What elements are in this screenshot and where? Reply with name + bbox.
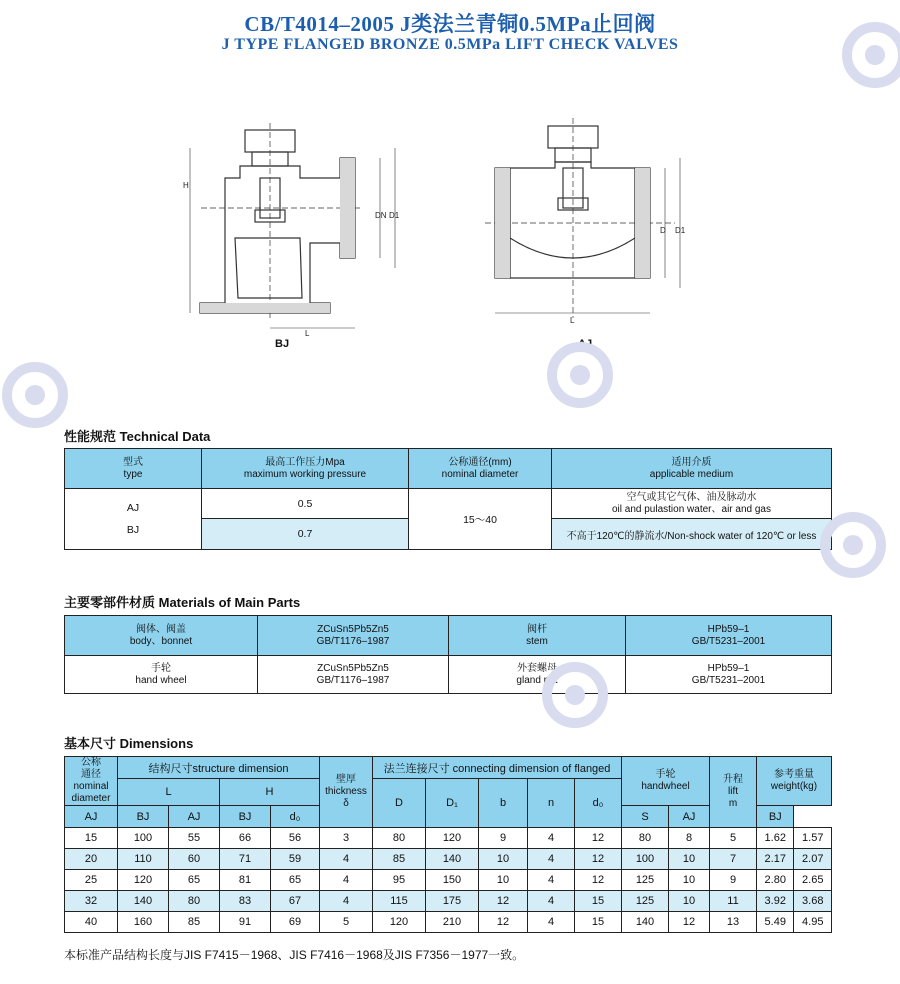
- tech-header-medium: 适用介质 applicable medium: [552, 449, 832, 489]
- figure-label-aj: AJ: [578, 338, 593, 350]
- dimension-cell: 69: [271, 912, 320, 933]
- dimension-cell: 7: [710, 849, 757, 870]
- dimension-cell: 95: [373, 870, 426, 891]
- dimension-row: [65, 912, 832, 933]
- dimension-cell: 11: [710, 891, 757, 912]
- dimension-cell: 3.68: [794, 891, 832, 912]
- page-title-en: J TYPE FLANGED BRONZE 0.5MPa LIFT CHECK VALVES: [221, 36, 679, 53]
- dimension-cell: 150: [426, 870, 479, 891]
- dimension-cell: 100: [622, 849, 669, 870]
- valve-drawing-aj: [480, 118, 700, 338]
- dimension-cell: 59: [271, 849, 320, 870]
- dim-label-aj-l: L: [570, 316, 575, 325]
- dimension-cell: 60: [169, 849, 220, 870]
- dim-header-lift: 升程 lift m: [710, 757, 757, 828]
- dimension-cell: 71: [220, 849, 271, 870]
- dimension-cell: 3: [320, 828, 373, 849]
- dimension-cell: 85: [373, 849, 426, 870]
- dimension-cell: 4: [320, 870, 373, 891]
- dimension-row: [65, 828, 832, 849]
- tech-type-cell: AJ BJ: [65, 489, 202, 550]
- dimension-cell: 67: [271, 891, 320, 912]
- mat-part-3: 手轮 hand wheel: [65, 656, 258, 694]
- dim-header-w-aj: AJ: [669, 806, 710, 828]
- dim-header-w-bj: BJ: [757, 806, 794, 828]
- dimension-cell: 9: [710, 870, 757, 891]
- dimension-cell: 110: [118, 849, 169, 870]
- dim-header-n: n: [528, 779, 575, 828]
- dim-header-d0: d₀: [575, 779, 622, 828]
- dimension-cell: 5: [320, 912, 373, 933]
- dimension-cell: 2.65: [794, 870, 832, 891]
- dimension-cell: 81: [220, 870, 271, 891]
- dimension-cell: 32: [65, 891, 118, 912]
- dimension-cell: 210: [426, 912, 479, 933]
- dimension-cell: 2.07: [794, 849, 832, 870]
- dim-label-aj-d1: D1: [675, 226, 686, 235]
- dimension-cell: 140: [426, 849, 479, 870]
- dimension-cell: 12: [575, 870, 622, 891]
- mat-part-4: 外套螺母 gland nut: [449, 656, 626, 694]
- dimension-cell: 175: [426, 891, 479, 912]
- dimension-cell: 4: [528, 912, 575, 933]
- dimension-cell: 80: [373, 828, 426, 849]
- page-title-cn: CB/T4014–2005 J类法兰青铜0.5MPa止回阀: [244, 12, 656, 36]
- dimension-cell: 20: [65, 849, 118, 870]
- materials-table: [64, 615, 832, 694]
- standard-note: 本标准产品结构长度与JIS F7415－1968、JIS F7416－1968及JIS F7356－1977一致。: [64, 948, 525, 962]
- dimension-cell: 5.49: [757, 912, 794, 933]
- dimension-cell: 4.95: [794, 912, 832, 933]
- dimension-cell: 12: [669, 912, 710, 933]
- dimension-cell: 4: [320, 891, 373, 912]
- dim-header-structure: 结构尺寸structure dimension: [118, 757, 320, 779]
- dimension-cell: 12: [479, 891, 528, 912]
- dim-header-nominal: 公称 通径 nominal diameter: [65, 757, 118, 806]
- mat-material-3: ZCuSn5Pb5Zn5 GB/T1176–1987: [258, 656, 449, 694]
- dim-header-flange: 法兰连接尺寸 connecting dimension of flanged: [373, 757, 622, 779]
- dimensions-table: [64, 756, 832, 933]
- dimension-cell: 10: [669, 891, 710, 912]
- dimension-cell: 65: [271, 870, 320, 891]
- dim-header-l-bj: BJ: [118, 806, 169, 828]
- tech-diameter: 15～40: [409, 489, 552, 550]
- dimension-cell: 100: [118, 828, 169, 849]
- dimension-cell: 4: [528, 849, 575, 870]
- dimension-cell: 2.80: [757, 870, 794, 891]
- dim-header-hw-s: S: [622, 806, 669, 828]
- dim-label-l: L: [305, 329, 310, 338]
- dim-header-l: L: [118, 779, 220, 806]
- technical-table: [64, 448, 832, 550]
- dim-header-hw-d0: d₀: [271, 806, 320, 828]
- valve-drawing-bj: [180, 118, 420, 338]
- dimension-cell: 1.57: [794, 828, 832, 849]
- dim-label-d1: D1: [389, 211, 400, 220]
- dim-header-weight: 参考重量 weight(kg): [757, 757, 832, 806]
- mat-material-1: ZCuSn5Pb5Zn5 GB/T1176–1987: [258, 616, 449, 656]
- technical-heading: 性能规范 Technical Data: [64, 429, 211, 444]
- dimension-cell: 80: [622, 828, 669, 849]
- dimension-cell: 65: [169, 870, 220, 891]
- dimension-cell: 55: [169, 828, 220, 849]
- dimension-cell: 13: [710, 912, 757, 933]
- dim-label-aj-d: D: [660, 226, 666, 235]
- dimension-cell: 66: [220, 828, 271, 849]
- dim-header-h-bj: BJ: [220, 806, 271, 828]
- dim-header-h-aj: AJ: [169, 806, 220, 828]
- dimension-cell: 2.17: [757, 849, 794, 870]
- dim-header-d1: D₁: [426, 779, 479, 828]
- dimension-cell: 12: [575, 828, 622, 849]
- dimension-cell: 4: [320, 849, 373, 870]
- dimensions-heading: 基本尺寸 Dimensions: [64, 736, 194, 751]
- mat-material-2: HPb59–1 GB/T5231–2001: [626, 616, 832, 656]
- dimension-cell: 140: [622, 912, 669, 933]
- dimension-cell: 91: [220, 912, 271, 933]
- dimension-cell: 115: [373, 891, 426, 912]
- dimension-cell: 12: [575, 849, 622, 870]
- dimension-cell: 125: [622, 870, 669, 891]
- dimension-cell: 9: [479, 828, 528, 849]
- tech-pressure-aj: 0.5: [202, 489, 409, 519]
- dimension-cell: 160: [118, 912, 169, 933]
- dimension-cell: 15: [65, 828, 118, 849]
- dimension-cell: 40: [65, 912, 118, 933]
- dimension-row: [65, 891, 832, 912]
- dimension-cell: 3.92: [757, 891, 794, 912]
- dimension-row: [65, 849, 832, 870]
- dimension-cell: 1.62: [757, 828, 794, 849]
- dimension-cell: 5: [710, 828, 757, 849]
- dimension-cell: 10: [479, 849, 528, 870]
- dimension-cell: 80: [169, 891, 220, 912]
- dimension-cell: 125: [622, 891, 669, 912]
- dim-header-d: D: [373, 779, 426, 828]
- dim-header-handwheel: 手轮 handwheel: [622, 757, 710, 806]
- mat-part-2: 阀杆 stem: [449, 616, 626, 656]
- dim-header-l-aj: AJ: [65, 806, 118, 828]
- dimension-cell: 4: [528, 828, 575, 849]
- tech-header-pressure: 最高工作压力Mpa maximum working pressure: [202, 449, 409, 489]
- tech-medium-2: 不高于120℃的静流水/Non-shock water of 120℃ or less: [552, 519, 832, 550]
- tech-pressure-bj: 0.7: [202, 519, 409, 550]
- dimension-cell: 10: [669, 870, 710, 891]
- dimension-cell: 140: [118, 891, 169, 912]
- dimension-cell: 15: [575, 912, 622, 933]
- tech-header-type: 型式 type: [65, 449, 202, 489]
- dim-header-h: H: [220, 779, 320, 806]
- materials-heading: 主要零部件材质 Materials of Main Parts: [64, 595, 301, 610]
- watermark-logo-mid: [545, 340, 615, 415]
- dim-label-dn: DN: [375, 211, 387, 220]
- dimension-cell: 4: [528, 870, 575, 891]
- figure-label-bj: BJ: [275, 338, 290, 350]
- dimension-cell: 12: [479, 912, 528, 933]
- dimension-cell: 120: [118, 870, 169, 891]
- dimension-cell: 15: [575, 891, 622, 912]
- dimension-cell: 83: [220, 891, 271, 912]
- dimension-cell: 120: [426, 828, 479, 849]
- dimension-cell: 4: [528, 891, 575, 912]
- dim-header-thickness: 壁厚 thickness δ: [320, 757, 373, 828]
- mat-part-1: 阀体、阀盖 body、bonnet: [65, 616, 258, 656]
- watermark-logo-left: [0, 360, 70, 435]
- dimension-cell: 10: [669, 849, 710, 870]
- tech-medium-1: 空气或其它气体、油及脉动水 oil and pulastion water、air and gas: [552, 489, 832, 519]
- dimension-cell: 8: [669, 828, 710, 849]
- dimension-cell: 120: [373, 912, 426, 933]
- mat-material-4: HPb59–1 GB/T5231–2001: [626, 656, 832, 694]
- dimension-cell: 56: [271, 828, 320, 849]
- dim-label-h: H: [183, 181, 189, 190]
- dim-header-b: b: [479, 779, 528, 828]
- tech-header-diameter: 公称通径(mm) nominal diameter: [409, 449, 552, 489]
- dimension-cell: 85: [169, 912, 220, 933]
- dimension-cell: 25: [65, 870, 118, 891]
- dimension-row: [65, 870, 832, 891]
- dimension-cell: 10: [479, 870, 528, 891]
